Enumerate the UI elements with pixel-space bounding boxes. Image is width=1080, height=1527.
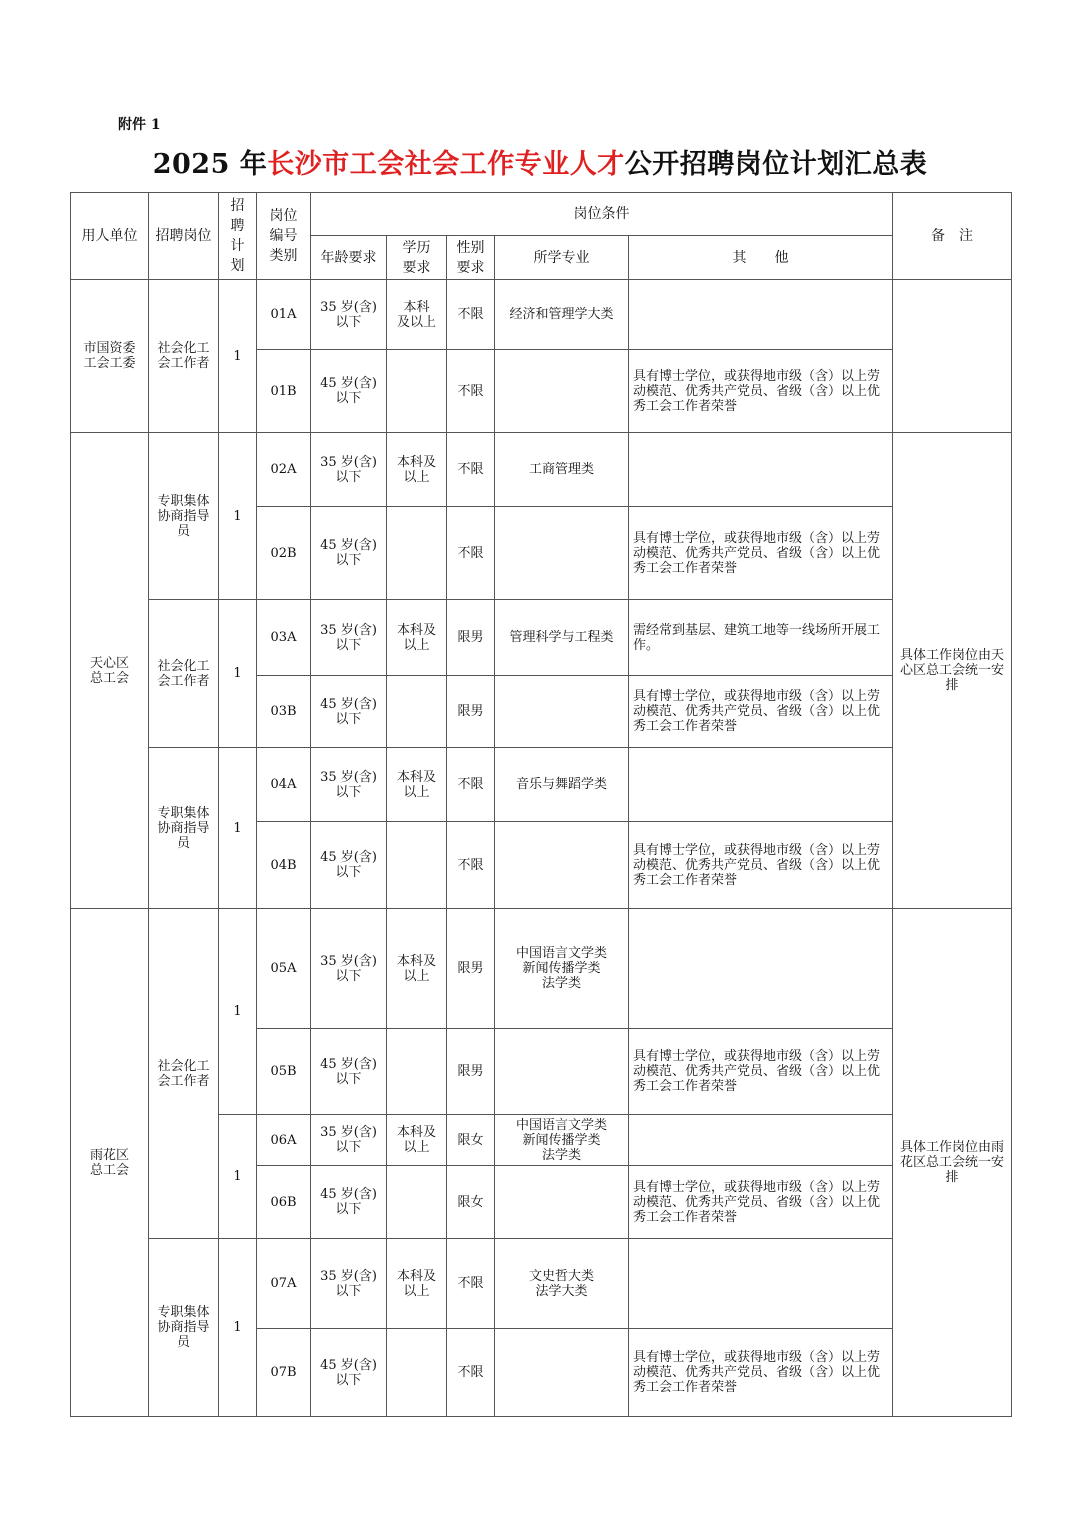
header-code: 岗位 编号 类别 — [257, 193, 311, 280]
edu-cell: 本科及 以上 — [387, 909, 447, 1029]
post-cell: 专职集体 协商指导 员 — [149, 1239, 219, 1417]
post-cell: 社会化工 会工作者 — [149, 909, 219, 1239]
post-cell: 社会化工 会工作者 — [149, 600, 219, 748]
gender-cell: 不限 — [447, 433, 495, 507]
page-title — [0, 142, 1080, 181]
header-age: 年龄要求 — [311, 236, 387, 280]
attachment-label: 附件 1 — [118, 117, 161, 133]
other-cell — [629, 909, 893, 1029]
major-cell: 经济和管理学大类 — [495, 280, 629, 350]
gender-cell: 不限 — [447, 280, 495, 350]
post-cell: 社会化工 会工作者 — [149, 280, 219, 433]
header-plan: 招 聘 计 划 — [219, 193, 257, 280]
code-cell: 07A — [257, 1239, 311, 1329]
gender-cell: 不限 — [447, 1239, 495, 1329]
other-cell: 具有博士学位，或获得地市级（含）以上劳动模范、优秀共产党员、省级（含）以上优秀工会工作者荣誉 — [629, 822, 893, 909]
other-cell: 具有博士学位，或获得地市级（含）以上劳动模范、优秀共产党员、省级（含）以上优秀工会工作者荣誉 — [629, 1166, 893, 1239]
edu-cell — [387, 822, 447, 909]
major-cell — [495, 676, 629, 748]
remark-cell: 具体工作岗位由雨花区总工会统一安排 — [893, 909, 1012, 1417]
age-cell: 45 岁(含) 以下 — [311, 1166, 387, 1239]
unit-cell: 天心区 总工会 — [71, 433, 149, 909]
post-cell: 专职集体 协商指导 员 — [149, 433, 219, 600]
major-cell: 工商管理类 — [495, 433, 629, 507]
code-cell: 01B — [257, 350, 311, 433]
header-post: 招聘岗位 — [149, 193, 219, 280]
age-cell: 45 岁(含) 以下 — [311, 507, 387, 600]
code-cell: 06B — [257, 1166, 311, 1239]
code-cell: 06A — [257, 1115, 311, 1166]
other-cell: 具有博士学位，或获得地市级（含）以上劳动模范、优秀共产党员、省级（含）以上优秀工会工作者荣誉 — [629, 350, 893, 433]
age-cell: 45 岁(含) 以下 — [311, 350, 387, 433]
other-cell — [629, 280, 893, 350]
major-cell — [495, 350, 629, 433]
age-cell: 35 岁(含) 以下 — [311, 600, 387, 676]
major-cell — [495, 507, 629, 600]
other-cell — [629, 748, 893, 822]
gender-cell: 不限 — [447, 1329, 495, 1417]
code-cell: 03B — [257, 676, 311, 748]
code-cell: 05B — [257, 1029, 311, 1115]
gender-cell: 限女 — [447, 1115, 495, 1166]
other-cell — [629, 433, 893, 507]
gender-cell: 不限 — [447, 350, 495, 433]
recruitment-table — [70, 192, 1012, 1417]
age-cell: 45 岁(含) 以下 — [311, 822, 387, 909]
plan-cell: 1 — [219, 600, 257, 748]
code-cell: 01A — [257, 280, 311, 350]
remark-cell — [893, 280, 1012, 433]
age-cell: 35 岁(含) 以下 — [311, 280, 387, 350]
table-row — [71, 1239, 1012, 1329]
gender-cell: 限男 — [447, 600, 495, 676]
title-suffix: 公开招聘岗位计划汇总表 — [624, 149, 928, 180]
edu-cell: 本科及 以上 — [387, 1239, 447, 1329]
table-row — [71, 433, 1012, 507]
plan-cell: 1 — [219, 280, 257, 433]
gender-cell: 不限 — [447, 822, 495, 909]
code-cell: 03A — [257, 600, 311, 676]
major-cell — [495, 822, 629, 909]
major-cell — [495, 1029, 629, 1115]
header-other: 其 他 — [629, 236, 893, 280]
title-prefix: 2025 年 — [152, 149, 268, 180]
header-major: 所学专业 — [495, 236, 629, 280]
major-cell — [495, 1329, 629, 1417]
edu-cell — [387, 676, 447, 748]
code-cell: 05A — [257, 909, 311, 1029]
edu-cell: 本科及 以上 — [387, 433, 447, 507]
other-cell: 具有博士学位，或获得地市级（含）以上劳动模范、优秀共产党员、省级（含）以上优秀工会工作者荣誉 — [629, 1029, 893, 1115]
gender-cell: 限男 — [447, 1029, 495, 1115]
code-cell: 04B — [257, 822, 311, 909]
gender-cell: 不限 — [447, 507, 495, 600]
major-cell: 中国语言文学类 新闻传播学类 法学类 — [495, 909, 629, 1029]
title-highlight: 长沙市工会社会工作专业人才 — [267, 149, 625, 180]
code-cell: 07B — [257, 1329, 311, 1417]
table-row — [71, 280, 1012, 350]
header-unit: 用人单位 — [71, 193, 149, 280]
plan-cell: 1 — [219, 1115, 257, 1239]
edu-cell: 本科 及以上 — [387, 280, 447, 350]
age-cell: 45 岁(含) 以下 — [311, 1329, 387, 1417]
header-conditions: 岗位条件 — [311, 193, 893, 236]
header-gender: 性别 要求 — [447, 236, 495, 280]
age-cell: 35 岁(含) 以下 — [311, 909, 387, 1029]
plan-cell: 1 — [219, 909, 257, 1115]
other-cell: 具有博士学位，或获得地市级（含）以上劳动模范、优秀共产党员、省级（含）以上优秀工会工作者荣誉 — [629, 1329, 893, 1417]
age-cell: 35 岁(含) 以下 — [311, 748, 387, 822]
age-cell: 35 岁(含) 以下 — [311, 1115, 387, 1166]
plan-cell: 1 — [219, 748, 257, 909]
gender-cell: 限男 — [447, 909, 495, 1029]
other-cell: 具有博士学位，或获得地市级（含）以上劳动模范、优秀共产党员、省级（含）以上优秀工会工作者荣誉 — [629, 507, 893, 600]
unit-cell: 雨花区 总工会 — [71, 909, 149, 1417]
major-cell: 中国语言文学类 新闻传播学类 法学类 — [495, 1115, 629, 1166]
major-cell — [495, 1166, 629, 1239]
code-cell: 02A — [257, 433, 311, 507]
edu-cell: 本科及 以上 — [387, 748, 447, 822]
age-cell: 35 岁(含) 以下 — [311, 433, 387, 507]
code-cell: 04A — [257, 748, 311, 822]
remark-cell: 具体工作岗位由天心区总工会统一安排 — [893, 433, 1012, 909]
table-row — [71, 748, 1012, 822]
gender-cell: 限男 — [447, 676, 495, 748]
edu-cell — [387, 1166, 447, 1239]
table-row — [71, 909, 1012, 1029]
edu-cell: 本科及 以上 — [387, 1115, 447, 1166]
unit-cell: 市国资委 工会工委 — [71, 280, 149, 433]
age-cell: 45 岁(含) 以下 — [311, 676, 387, 748]
gender-cell: 限女 — [447, 1166, 495, 1239]
code-cell: 02B — [257, 507, 311, 600]
age-cell: 45 岁(含) 以下 — [311, 1029, 387, 1115]
edu-cell — [387, 507, 447, 600]
edu-cell: 本科及 以上 — [387, 600, 447, 676]
header-edu: 学历 要求 — [387, 236, 447, 280]
other-cell: 需经常到基层、建筑工地等一线场所开展工作。 — [629, 600, 893, 676]
post-cell: 专职集体 协商指导 员 — [149, 748, 219, 909]
plan-cell: 1 — [219, 1239, 257, 1417]
major-cell: 音乐与舞蹈学类 — [495, 748, 629, 822]
other-cell: 具有博士学位，或获得地市级（含）以上劳动模范、优秀共产党员、省级（含）以上优秀工会工作者荣誉 — [629, 676, 893, 748]
major-cell: 文史哲大类 法学大类 — [495, 1239, 629, 1329]
major-cell: 管理科学与工程类 — [495, 600, 629, 676]
gender-cell: 不限 — [447, 748, 495, 822]
edu-cell — [387, 350, 447, 433]
header-remark: 备 注 — [893, 193, 1012, 280]
age-cell: 35 岁(含) 以下 — [311, 1239, 387, 1329]
other-cell — [629, 1115, 893, 1166]
other-cell — [629, 1239, 893, 1329]
table-row — [71, 600, 1012, 676]
plan-cell: 1 — [219, 433, 257, 600]
edu-cell — [387, 1029, 447, 1115]
edu-cell — [387, 1329, 447, 1417]
